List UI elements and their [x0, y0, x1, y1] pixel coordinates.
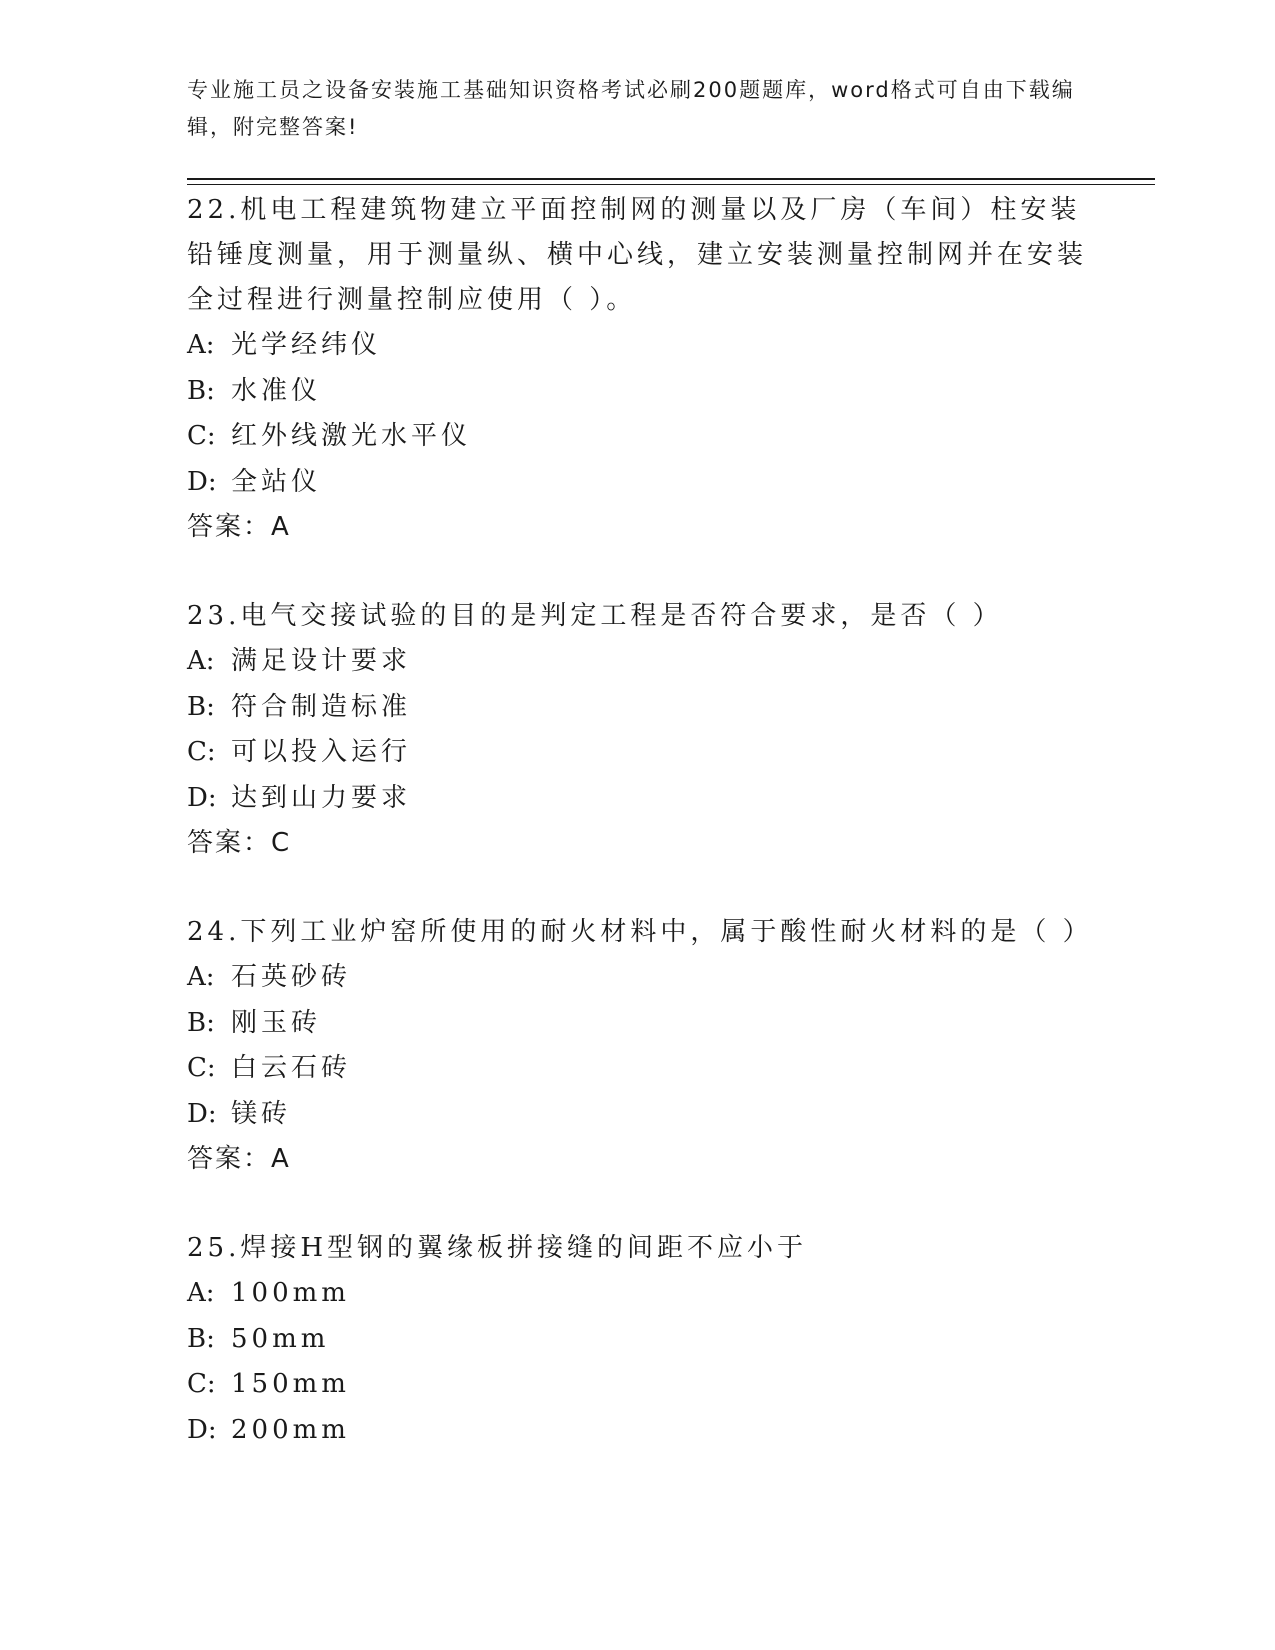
option-c — [187, 1362, 1087, 1408]
option-text: 水准仪 — [231, 375, 322, 406]
option-letter: B: — [187, 1007, 215, 1038]
option-letter: C: — [187, 1053, 216, 1083]
option-text: 符合制造标准 — [231, 691, 412, 722]
option-c — [187, 1046, 1087, 1092]
option-letter: A: — [187, 962, 215, 992]
option-text: 满足设计要求 — [231, 646, 412, 676]
header-divider-thick — [187, 178, 1155, 180]
option-letter: B: — [187, 375, 215, 406]
option-letter: A: — [187, 646, 215, 676]
option-text: 达到山力要求 — [231, 782, 412, 813]
document-header: 专业施工员之设备安装施工基础知识资格考试必刷200题题库，word格式可自由下载编辑，附完整答案! — [187, 78, 1075, 139]
option-text: 光学经纬仪 — [231, 330, 382, 360]
option-text: 红外线激光水平仪 — [231, 421, 472, 451]
answer-line: 答案：A — [187, 512, 291, 542]
option-text: 可以投入运行 — [231, 737, 412, 767]
option-d — [187, 1408, 1087, 1454]
option-b — [187, 1001, 1087, 1047]
option-letter: B: — [187, 1323, 215, 1354]
option-d — [187, 776, 1087, 822]
option-text: 白云石砖 — [231, 1053, 352, 1083]
question-25 — [187, 1226, 1087, 1453]
option-letter: C: — [187, 1369, 216, 1399]
option-letter: A: — [187, 1278, 215, 1308]
option-a — [187, 1271, 1087, 1317]
question-stem: 23.电气交接试验的目的是判定工程是否符合要求，是否（ ） — [187, 601, 1003, 631]
question-22 — [187, 188, 1087, 550]
option-letter: A: — [187, 330, 215, 360]
answer-line: 答案：A — [187, 1144, 291, 1174]
option-letter: D: — [187, 1414, 217, 1445]
option-letter: D: — [187, 1098, 217, 1129]
option-d — [187, 1092, 1087, 1138]
option-text: 刚玉砖 — [231, 1007, 322, 1038]
option-text: 50mm — [231, 1323, 330, 1354]
header-divider-thin — [187, 184, 1155, 185]
option-c — [187, 730, 1087, 776]
option-text: 石英砂砖 — [231, 962, 352, 992]
question-list — [187, 188, 1093, 1497]
question-stem: 24.下列工业炉窑所使用的耐火材料中，属于酸性耐火材料的是（ ） — [187, 917, 1093, 947]
question-stem: 22.机电工程建筑物建立平面控制网的测量以及厂房（车间）柱安装铅锤度测量，用于测量纵、横中心线，建立安装测量控制网并在安装全过程进行测量控制应使用（ ）。 — [187, 195, 1088, 315]
option-a — [187, 955, 1087, 1001]
option-a — [187, 639, 1087, 685]
option-b — [187, 685, 1087, 731]
option-text: 100mm — [231, 1278, 350, 1308]
answer-line: 答案：C — [187, 828, 292, 858]
option-b — [187, 1317, 1087, 1363]
question-24 — [187, 910, 1093, 1182]
option-text: 镁砖 — [231, 1098, 292, 1129]
option-letter: D: — [187, 466, 217, 497]
question-23 — [187, 594, 1087, 866]
question-stem: 25.焊接H型钢的翼缘板拼接缝的间距不应小于 — [187, 1233, 808, 1263]
option-d — [187, 460, 1087, 506]
option-c — [187, 414, 1087, 460]
option-letter: B: — [187, 691, 215, 722]
option-text: 150mm — [231, 1369, 350, 1399]
option-letter: C: — [187, 421, 216, 451]
option-b — [187, 369, 1087, 415]
option-text: 全站仪 — [231, 466, 322, 497]
option-letter: D: — [187, 782, 217, 813]
option-text: 200mm — [231, 1414, 350, 1445]
option-letter: C: — [187, 737, 216, 767]
option-a — [187, 323, 1087, 369]
